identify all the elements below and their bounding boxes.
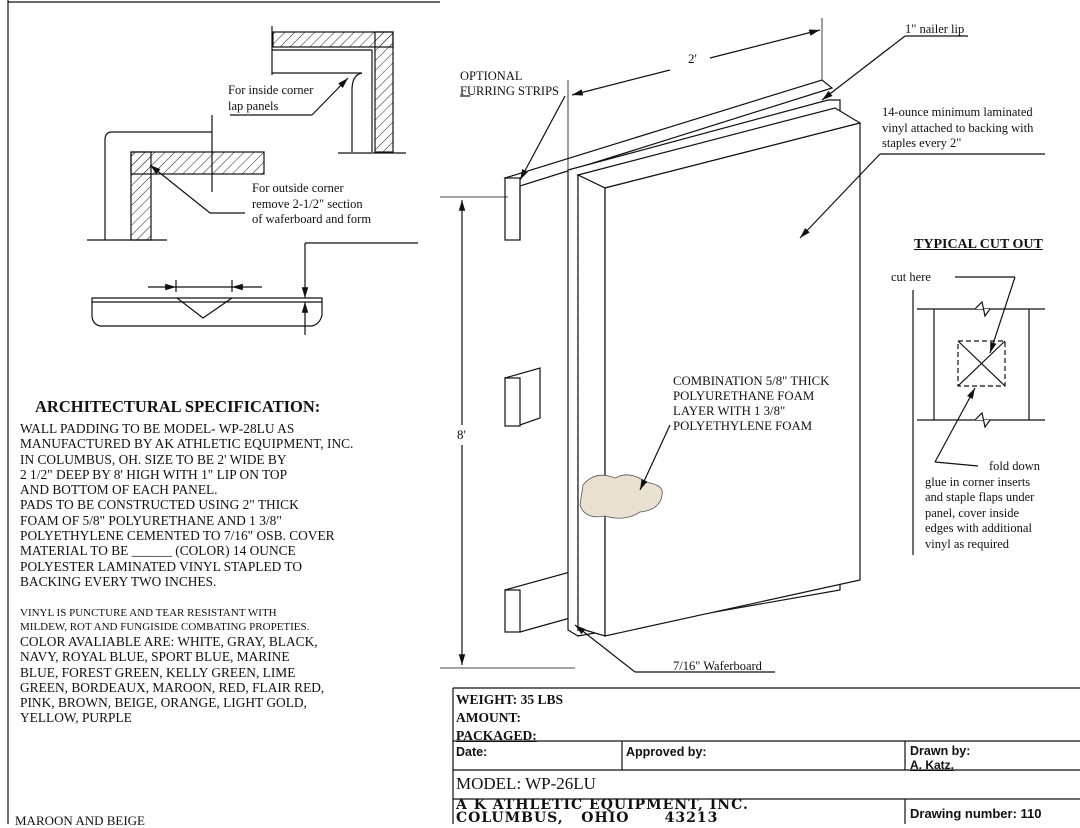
packaged-field: PACKAGED: xyxy=(456,728,537,743)
note-line: edges with additional xyxy=(925,521,1032,535)
spec-line: IN COLUMBUS, OH. SIZE TO BE 2' WIDE BY xyxy=(20,451,287,467)
spec-line: POLYETHYLENE CEMENTED TO 7/16" OSB. COVER xyxy=(20,528,335,544)
note-line: remove 2-1/2" section xyxy=(252,196,363,211)
vinyl-properties xyxy=(20,606,309,634)
note-line: vinyl attached to backing with xyxy=(882,120,1034,135)
note-line: FURRING STRIPS xyxy=(460,83,559,98)
approved-by-field: Approved by: xyxy=(626,745,707,759)
height-dimension: 8' xyxy=(457,427,466,442)
spec-line: PINK, BROWN, BEIGE, ORANGE, LIGHT GOLD, xyxy=(20,695,307,711)
cut-here-label: cut here xyxy=(891,270,931,284)
spec-body xyxy=(20,421,353,589)
spec-line: WALL PADDING TO BE MODEL- WP-28LU AS xyxy=(20,421,295,436)
note-line: COMBINATION 5/8" THICK xyxy=(673,374,830,388)
note-line: POLYURETHANE FOAM xyxy=(673,389,815,403)
outside-corner-detail xyxy=(87,115,264,240)
spec-line: MILDEW, ROT AND FUNGISIDE COMBATING PROPETIES. xyxy=(20,621,310,633)
spec-line: NAVY, ROYAL BLUE, SPORT BLUE, MARINE xyxy=(20,649,290,665)
selected-colors: MAROON AND BEIGE xyxy=(15,813,145,828)
note-line: lap panels xyxy=(228,98,279,113)
spec-line: YELLOW, PURPLE xyxy=(20,710,132,726)
note-line: vinyl as required xyxy=(925,536,1010,551)
cutout-title: TYPICAL CUT OUT xyxy=(914,237,1043,252)
weight-field: WEIGHT: 35 LBS xyxy=(456,692,564,707)
note-line: fold down xyxy=(989,459,1041,473)
note-line: staples every 2" xyxy=(882,136,962,150)
company-address: COLUMBUS, OHIO 43213 xyxy=(456,810,719,826)
note-line: For outside corner xyxy=(252,181,344,195)
fold-note xyxy=(925,459,1040,552)
model-field: MODEL: WP-26LU xyxy=(456,774,596,793)
note-line: glue in corner inserts xyxy=(925,474,1031,489)
furring-strips-label xyxy=(460,69,559,98)
drawn-by-label: Drawn by: xyxy=(910,744,971,758)
spec-line: BACKING EVERY TWO INCHES. xyxy=(20,573,217,589)
note-line: For inside corner xyxy=(228,83,314,97)
note-line: POLYETHYLENE FOAM xyxy=(673,419,813,433)
nailer-lip-label: 1" nailer lip xyxy=(905,22,965,36)
spec-line: MATERIAL TO BE ______ (COLOR) 14 OUNCE xyxy=(20,543,296,559)
outside-corner-note xyxy=(252,181,371,228)
spec-line: FOAM OF 5/8" POLYURETHANE AND 1 3/8" xyxy=(20,512,282,528)
groove-detail xyxy=(92,243,418,335)
spec-line: VINYL IS PUNCTURE AND TEAR RESISTANT WITH xyxy=(20,607,277,619)
spec-line: BLUE, FOREST GREEN, KELLY GREEN, LIME xyxy=(20,664,296,680)
note-line: 14-ounce minimum laminated xyxy=(882,105,1033,119)
waferboard-label: 7/16" Waferboard xyxy=(673,659,762,673)
note-line: LAYER WITH 1 3/8" xyxy=(673,404,786,418)
note-line: of waferboard and form xyxy=(252,212,372,226)
date-field: Date: xyxy=(456,745,488,759)
spec-line: 2 1/2" DEEP BY 8' HIGH WITH 1" LIP ON TOP xyxy=(20,466,288,482)
amount-field: AMOUNT: xyxy=(456,710,521,725)
spec-line: MANUFACTURED BY AK ATHLETIC EQUIPMENT, INC. xyxy=(20,436,354,452)
spec-line: AND BOTTOM OF EACH PANEL. xyxy=(20,482,218,498)
spec-line: COLOR AVALIABLE ARE: WHITE, GRAY, BLACK, xyxy=(20,634,318,649)
spec-line: PADS TO BE CONSTRUCTED USING 2" THICK xyxy=(20,497,299,513)
spec-line: GREEN, BORDEAUX, MAROON, RED, FLAIR RED, xyxy=(20,679,325,695)
foam-note xyxy=(673,374,829,434)
spec-line: POLYESTER LAMINATED VINYL STAPLED TO xyxy=(20,558,303,574)
company-name: A K ATHLETIC EQUIPMENT, INC. xyxy=(456,797,749,813)
inside-corner-note xyxy=(228,83,313,114)
width-dimension: 2' xyxy=(688,51,697,66)
note-line: and staple flaps under xyxy=(925,490,1035,504)
drawing-number: Drawing number: 110 xyxy=(910,806,1042,821)
note-line: panel, cover inside xyxy=(925,505,1020,520)
vinyl-note xyxy=(882,105,1033,152)
drawn-by-value: A. Katz. xyxy=(910,758,955,772)
spec-title: ARCHITECTURAL SPECIFICATION: xyxy=(35,397,321,416)
note-line: OPTIONAL xyxy=(460,69,523,83)
color-list xyxy=(20,634,324,726)
